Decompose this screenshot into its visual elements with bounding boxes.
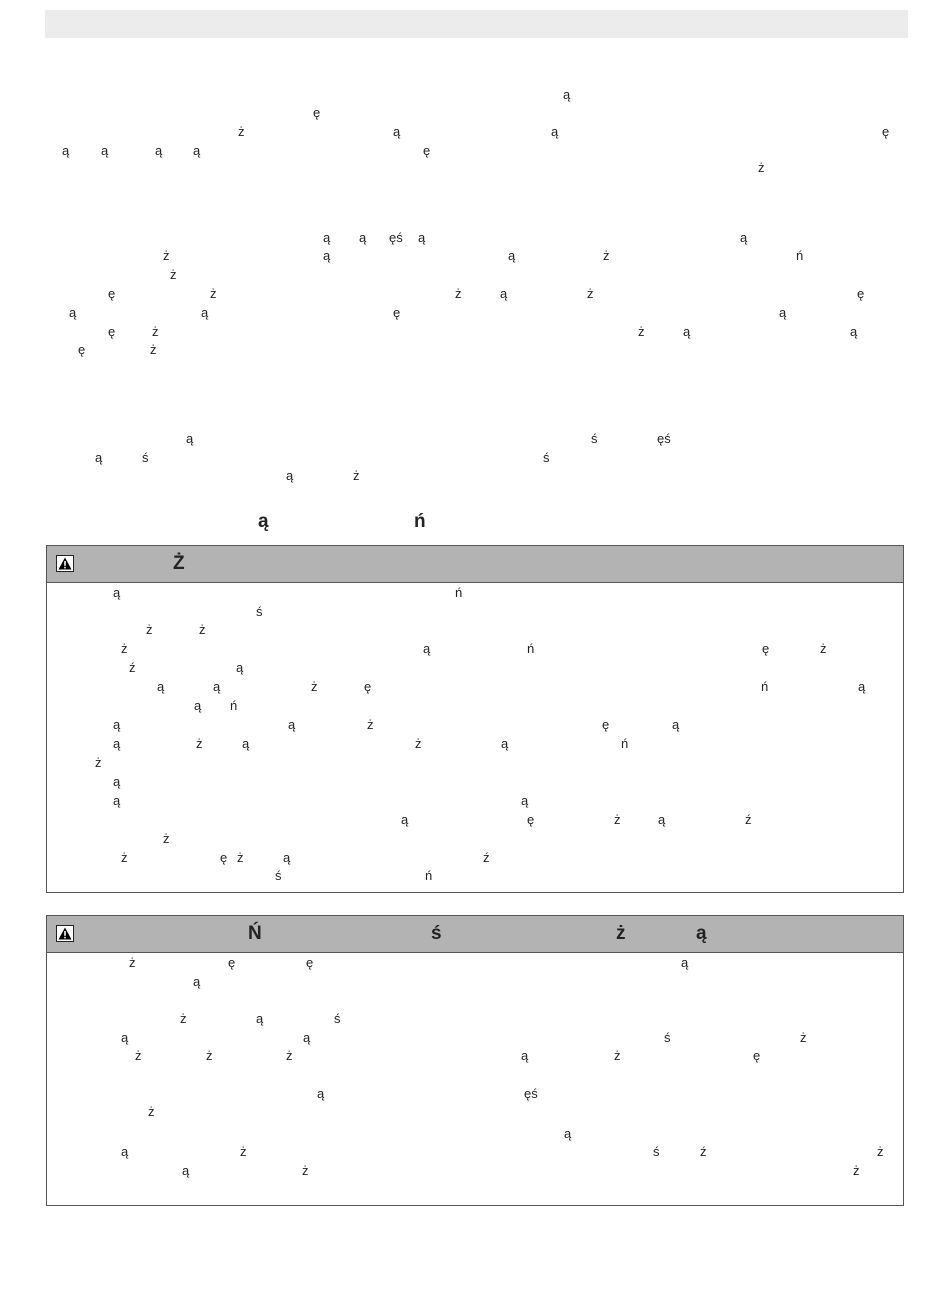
header-glyph: Ż: [173, 553, 185, 574]
text-glyph: ę: [762, 641, 770, 656]
text-glyph: ż: [820, 641, 827, 656]
text-glyph: ą: [113, 793, 121, 808]
text-glyph: ś: [591, 431, 598, 446]
text-glyph: ą: [113, 736, 121, 751]
text-glyph: ą: [564, 1126, 572, 1141]
text-glyph: ż: [163, 248, 170, 263]
text-glyph: ą: [121, 1144, 129, 1159]
text-glyph: ą: [113, 585, 121, 600]
text-glyph: ą: [113, 774, 121, 789]
text-glyph: ś: [334, 1011, 341, 1026]
text-glyph: ż: [206, 1048, 213, 1063]
text-glyph: ż: [95, 755, 102, 770]
text-glyph: ż: [210, 286, 217, 301]
text-glyph: ą: [508, 248, 516, 263]
text-glyph: ż: [240, 1144, 247, 1159]
header-glyph: ą: [696, 923, 707, 944]
text-glyph: ż: [367, 717, 374, 732]
text-glyph: ż: [877, 1144, 884, 1159]
text-glyph: ę: [220, 850, 228, 865]
text-glyph: ą: [101, 143, 109, 158]
text-glyph: ą: [683, 324, 691, 339]
text-glyph: ą: [551, 124, 559, 139]
text-glyph: ż: [415, 736, 422, 751]
text-glyph: ę: [882, 124, 890, 139]
text-glyph: ę: [228, 955, 236, 970]
text-glyph: ś: [142, 450, 149, 465]
text-glyph: ń: [527, 641, 535, 656]
text-glyph: ż: [129, 955, 136, 970]
text-glyph: ą: [681, 955, 689, 970]
text-glyph: ż: [199, 622, 206, 637]
text-glyph: ą: [193, 974, 201, 989]
text-glyph: ą: [157, 679, 165, 694]
text-glyph: ą: [501, 736, 509, 751]
text-glyph: ź: [700, 1144, 707, 1159]
text-glyph: ń: [425, 868, 433, 883]
text-glyph: ą: [323, 248, 331, 263]
text-glyph: ą: [850, 324, 858, 339]
text-glyph: ż: [603, 248, 610, 263]
text-glyph: ż: [638, 324, 645, 339]
text-glyph: ą: [423, 641, 431, 656]
text-glyph: ę: [313, 105, 321, 120]
text-glyph: ż: [853, 1163, 860, 1178]
text-glyph: ę: [423, 143, 431, 158]
text-glyph: ę: [753, 1048, 761, 1063]
text-glyph: ą: [779, 305, 787, 320]
text-glyph: ś: [543, 450, 550, 465]
text-glyph: ż: [180, 1011, 187, 1026]
text-glyph: ą: [303, 1030, 311, 1045]
text-glyph: ż: [135, 1048, 142, 1063]
text-glyph: ą: [672, 717, 680, 732]
text-glyph: ń: [796, 248, 804, 263]
heading-glyph: ą: [258, 511, 269, 532]
text-glyph: ż: [614, 812, 621, 827]
text-glyph: ą: [194, 698, 202, 713]
warning-box-2: [46, 915, 904, 1206]
text-glyph: ż: [587, 286, 594, 301]
text-glyph: ą: [213, 679, 221, 694]
text-glyph: ęś: [524, 1086, 538, 1101]
text-glyph: ż: [353, 468, 360, 483]
header-glyph: ż: [616, 923, 626, 944]
text-glyph: ś: [256, 604, 263, 619]
header-glyph: ś: [431, 923, 442, 944]
text-glyph: ż: [455, 286, 462, 301]
text-glyph: ś: [275, 868, 282, 883]
header-glyph: Ń: [248, 923, 262, 944]
text-glyph: ęś: [657, 431, 671, 446]
text-glyph: ż: [614, 1048, 621, 1063]
text-glyph: ą: [283, 850, 291, 865]
text-glyph: ą: [155, 143, 163, 158]
text-glyph: ą: [62, 143, 70, 158]
text-glyph: ą: [418, 230, 426, 245]
text-glyph: ż: [152, 324, 159, 339]
text-glyph: ż: [237, 850, 244, 865]
text-glyph: ą: [186, 431, 194, 446]
text-glyph: ż: [286, 1048, 293, 1063]
text-glyph: ą: [323, 230, 331, 245]
text-glyph: ą: [95, 450, 103, 465]
text-glyph: ą: [563, 87, 571, 102]
top-header-bar: [45, 10, 908, 38]
text-glyph: ż: [311, 679, 318, 694]
text-glyph: ż: [302, 1163, 309, 1178]
text-glyph: ą: [740, 230, 748, 245]
text-glyph: ż: [196, 736, 203, 751]
text-glyph: ą: [193, 143, 201, 158]
text-glyph: ą: [359, 230, 367, 245]
text-glyph: ę: [108, 286, 116, 301]
text-glyph: ń: [455, 585, 463, 600]
text-glyph: ę: [364, 679, 372, 694]
warning-triangle-icon: [56, 555, 74, 572]
text-glyph: ą: [113, 717, 121, 732]
text-glyph: ą: [658, 812, 666, 827]
text-glyph: ż: [121, 850, 128, 865]
text-glyph: ą: [286, 468, 294, 483]
warning-triangle-icon: [56, 925, 74, 942]
text-glyph: ź: [129, 660, 136, 675]
text-glyph: ź: [483, 850, 490, 865]
text-glyph: ę: [78, 342, 86, 357]
text-glyph: ą: [236, 660, 244, 675]
text-glyph: ę: [602, 717, 610, 732]
text-glyph: ś: [664, 1030, 671, 1045]
text-glyph: ęś: [389, 230, 403, 245]
text-glyph: ż: [163, 831, 170, 846]
text-glyph: ż: [146, 622, 153, 637]
text-glyph: ą: [393, 124, 401, 139]
text-glyph: ń: [761, 679, 769, 694]
warning-box-1: [46, 545, 904, 893]
text-glyph: ą: [317, 1086, 325, 1101]
text-glyph: ę: [857, 286, 865, 301]
warning-box-header: [47, 546, 903, 583]
text-glyph: ą: [500, 286, 508, 301]
heading-glyph: ń: [414, 511, 426, 532]
text-glyph: ę: [393, 305, 401, 320]
text-glyph: ą: [401, 812, 409, 827]
text-glyph: ż: [238, 124, 245, 139]
text-glyph: ę: [306, 955, 314, 970]
text-glyph: ń: [621, 736, 629, 751]
text-glyph: ź: [745, 812, 752, 827]
text-glyph: ż: [758, 160, 765, 175]
text-glyph: ą: [121, 1030, 129, 1045]
text-glyph: ż: [170, 267, 177, 282]
text-glyph: ę: [527, 812, 535, 827]
text-glyph: ą: [201, 305, 209, 320]
warning-box-header: [47, 916, 903, 953]
text-glyph: ą: [242, 736, 250, 751]
text-glyph: ś: [653, 1144, 660, 1159]
text-glyph: ż: [800, 1030, 807, 1045]
text-glyph: ą: [256, 1011, 264, 1026]
text-glyph: ą: [69, 305, 77, 320]
text-glyph: ę: [108, 324, 116, 339]
text-glyph: ą: [288, 717, 296, 732]
text-glyph: ń: [230, 698, 238, 713]
text-glyph: ą: [182, 1163, 190, 1178]
text-glyph: ż: [121, 641, 128, 656]
text-glyph: ż: [148, 1104, 155, 1119]
text-glyph: ą: [521, 793, 529, 808]
text-glyph: ą: [521, 1048, 529, 1063]
text-glyph: ż: [150, 342, 157, 357]
text-glyph: ą: [858, 679, 866, 694]
